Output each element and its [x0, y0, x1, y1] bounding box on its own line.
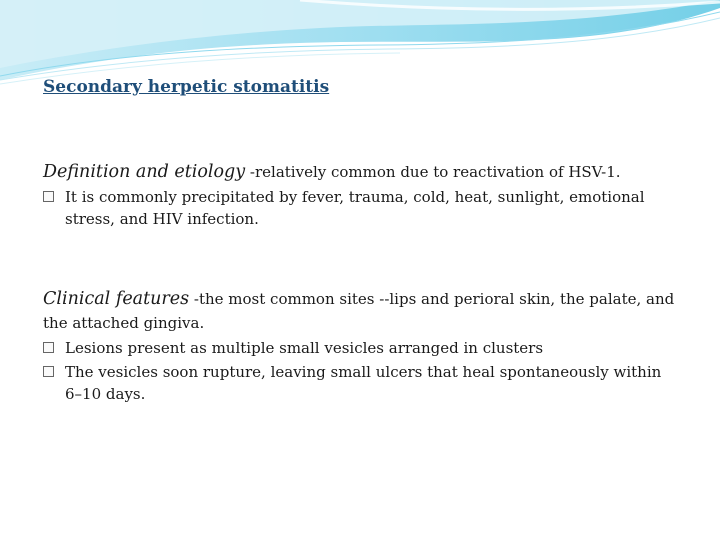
bullet-text: It is commonly precipitated by fever, trauma, cold, heat, sunlight, emotional stress, and HIV infection.	[65, 188, 645, 228]
section-heading: Clinical features	[43, 289, 190, 309]
slide-title: Secondary herpetic stomatitis	[43, 77, 330, 97]
list-item	[43, 337, 683, 359]
square-bullet-icon	[43, 191, 54, 202]
section-definition	[43, 160, 683, 230]
bullet-text: Lesions present as multiple small vesicles arranged in clusters	[65, 339, 544, 357]
section-text: -the most common sites --lips and perioral skin, the palate, and the attached gingiva.	[43, 290, 675, 332]
section-clinical-features	[43, 287, 683, 405]
square-bullet-icon	[43, 366, 54, 377]
section-text: -relatively common due to reactivation of HSV-1.	[245, 163, 621, 181]
section-heading: Definition and etiology	[43, 162, 246, 182]
square-bullet-icon	[43, 342, 54, 353]
bullet-text: The vesicles soon rupture, leaving small ulcers that heal spontaneously within 6–10 days.	[65, 363, 662, 403]
section-lead	[43, 287, 683, 335]
section-lead	[43, 160, 683, 184]
list-item	[43, 361, 683, 405]
list-item	[43, 186, 683, 230]
